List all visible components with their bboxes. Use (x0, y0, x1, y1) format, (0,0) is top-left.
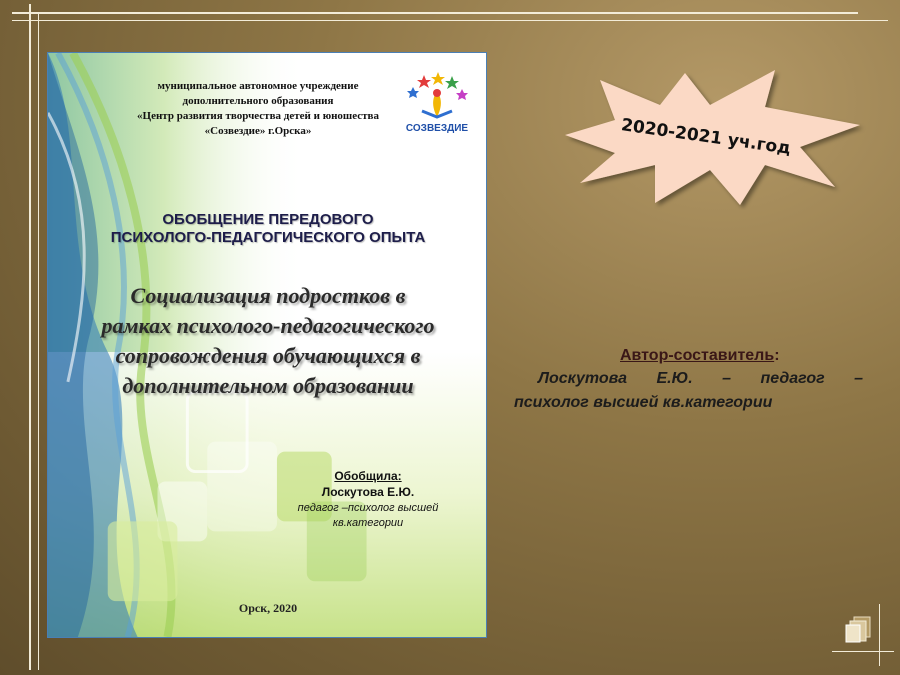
title-line: Социализация подростков в (130, 283, 406, 308)
organization-name (108, 79, 408, 139)
frame-left-line-2 (38, 12, 39, 670)
summarized-name: Лоскутова Е.Ю. (321, 485, 415, 499)
author-label-colon: : (774, 347, 780, 364)
title-line: дополнительном образовании (122, 373, 414, 398)
summarized-role (278, 501, 458, 531)
role-line: кв.категории (332, 517, 404, 529)
cover-heading (78, 211, 458, 247)
org-line: «Созвездие» г.Орска» (204, 125, 312, 137)
academic-year: 2020-2021 уч.год (619, 115, 793, 159)
author-label (620, 347, 840, 365)
title-line: сопровождения обучающихся в (115, 343, 421, 368)
heading-line: ПСИХОЛОГО-ПЕДАГОГИЧЕСКОГО ОПЫТА (110, 229, 426, 246)
frame-top-line-2 (12, 20, 888, 21)
org-line: «Центр развития творчества детей и юношества (137, 110, 379, 122)
role-line: педагог –психолог высшей (297, 502, 439, 514)
frame-right-line (879, 604, 880, 666)
document-stack-icon[interactable] (844, 614, 874, 644)
org-line: дополнительного образования (182, 95, 334, 107)
title-line: рамках психолого-педагогического (101, 313, 435, 338)
frame-top-line (12, 12, 858, 14)
logo-text: СОЗВЕЗДИЕ (405, 123, 469, 134)
org-line: муниципальное автономное учреждение (157, 80, 359, 92)
frame-left-line (29, 4, 31, 670)
author-line-1: Лоскутова Е.Ю. – педагог – (538, 370, 863, 387)
sozvezdie-logo (404, 71, 470, 143)
frame-bottom-line (832, 651, 894, 652)
cover-page (47, 52, 487, 638)
city-year: Орск, 2020 (238, 601, 298, 615)
author-label-text: Автор-составитель (620, 347, 775, 364)
author-line-2: психолог высшей кв.категории (514, 394, 773, 411)
heading-line: ОБОБЩЕНИЕ ПЕРЕДОВОГО (162, 211, 374, 228)
cover-title (56, 281, 480, 401)
summarized-label: Обобщила: (334, 469, 402, 483)
